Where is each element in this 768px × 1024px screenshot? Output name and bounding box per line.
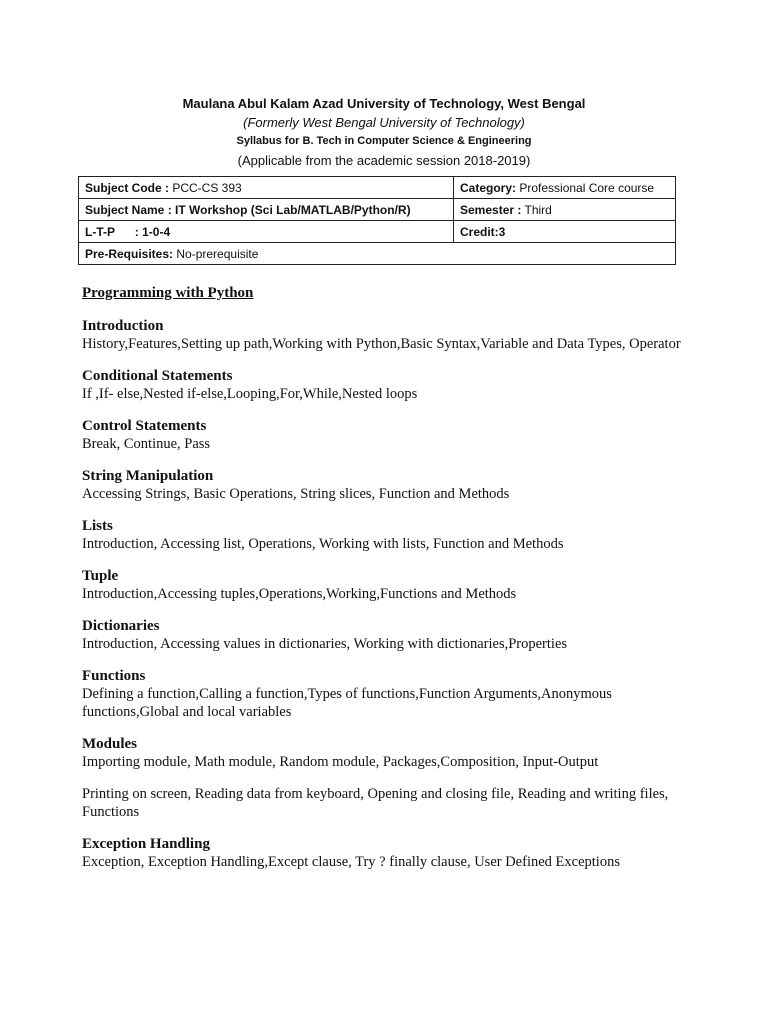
section-introduction [82,317,682,353]
table-row [79,199,676,221]
subject-code-label: Subject Code : [85,180,170,195]
section-conditional-statements [82,367,682,403]
prereq-label: Pre-Requisites: [85,246,174,261]
section-string-manipulation [82,467,682,503]
syllabus-content [82,283,682,885]
prerequisites-cell [79,243,676,265]
section-body: Importing module, Math module, Random module, Packages,Composition, Input-Output [82,754,599,770]
section-body: History,Features,Setting up path,Working with Python,Basic Syntax,Variable and Data Types, Operator [82,336,681,352]
formerly-subtitle: (Formerly West Bengal University of Technology) [243,115,525,130]
section-title: Tuple [82,568,119,584]
section-dictionaries [82,617,682,653]
category-value: Professional Core course [516,180,655,195]
table-row [79,177,676,199]
credit-cell: Credit:3 [454,221,676,243]
subject-code-value: PCC-CS 393 [169,180,242,195]
document-header [0,94,768,170]
section-body: If ,If- else,Nested if-else,Looping,For,While,Nested loops [82,386,418,402]
section-title: String Manipulation [82,468,214,484]
section-title: Modules [82,736,138,752]
section-title: Functions [82,668,146,684]
section-tuple [82,567,682,603]
table-row [79,221,676,243]
semester-value: Third [521,202,552,217]
section-title: Conditional Statements [82,368,233,384]
section-body: Introduction, Accessing list, Operations, Working with lists, Function and Methods [82,536,564,552]
section-body: Exception, Exception Handling,Except clause, Try ? finally clause, User Defined Exceptions [82,854,620,870]
category-cell [454,177,676,199]
section-modules [82,735,682,771]
section-title: Dictionaries [82,618,160,634]
section-body: Introduction,Accessing tuples,Operations,Working,Functions and Methods [82,586,517,602]
subject-code-cell [79,177,454,199]
category-label: Category: [460,180,517,195]
section-body: Defining a function,Calling a function,Types of functions,Function Arguments,Anonymous functions,Global and local variables [82,686,612,720]
section-title: Exception Handling [82,836,210,852]
section-exception-handling [82,835,682,871]
applicable-line: (Applicable from the academic session 2018-2019) [237,153,531,168]
semester-cell [454,199,676,221]
semester-label: Semester : [460,202,522,217]
section-title: Introduction [82,318,164,334]
section-body: Accessing Strings, Basic Operations, String slices, Function and Methods [82,486,510,502]
university-title: Maulana Abul Kalam Azad University of Technology, West Bengal [182,96,586,111]
ltp-cell: L-T-P : 1-0-4 [79,221,454,243]
syllabus-line: Syllabus for B. Tech in Computer Science & Engineering [236,135,532,147]
section-lists [82,517,682,553]
table-row [79,243,676,265]
section-functions [82,667,682,721]
section-title: Lists [82,518,113,534]
prereq-value: No-prerequisite [173,246,259,261]
section-body: Introduction, Accessing values in dictionaries, Working with dictionaries,Properties [82,636,568,652]
subject-name-cell: Subject Name : IT Workshop (Sci Lab/MATLAB/Python/R) [79,199,454,221]
subject-info-table [78,176,676,265]
section-control-statements [82,417,682,453]
io-paragraph: Printing on screen, Reading data from keyboard, Opening and closing file, Reading and writing files, Functions [82,786,669,820]
main-title: Programming with Python [82,285,254,301]
section-title: Control Statements [82,418,207,434]
section-body: Break, Continue, Pass [82,436,211,452]
